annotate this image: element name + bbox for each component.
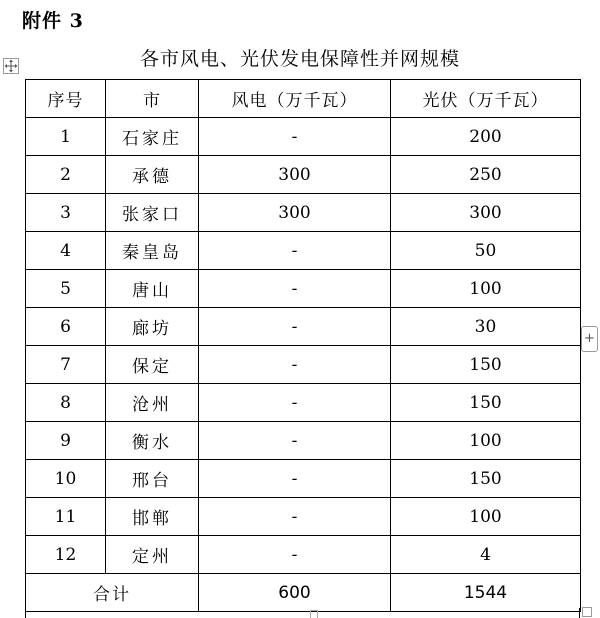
attachment-label: 附件 3 (22, 10, 84, 32)
row-index: 3 (26, 194, 106, 232)
table-row (26, 498, 581, 536)
total-solar: 1544 (391, 574, 581, 612)
table-row (26, 232, 581, 270)
row-wind: - (199, 384, 391, 422)
row-index: 5 (26, 270, 106, 308)
table-row (26, 346, 581, 384)
row-city: 邢台 (106, 460, 199, 498)
row-wind: 300 (199, 194, 391, 232)
row-solar: 150 (391, 384, 581, 422)
row-wind: - (199, 536, 391, 574)
table-row (26, 536, 581, 574)
row-solar: 30 (391, 308, 581, 346)
row-solar: 50 (391, 232, 581, 270)
row-index: 7 (26, 346, 106, 384)
table-resize-handle-icon[interactable] (582, 607, 592, 617)
total-label: 合计 (26, 574, 199, 612)
row-solar: 250 (391, 156, 581, 194)
row-wind: - (199, 422, 391, 460)
add-row-button[interactable]: + (581, 326, 598, 352)
column-marker-icon (310, 610, 318, 618)
total-row (26, 574, 581, 612)
row-index: 9 (26, 422, 106, 460)
row-city: 唐山 (106, 270, 199, 308)
header-row (26, 80, 581, 118)
row-index: 2 (26, 156, 106, 194)
row-wind: - (199, 460, 391, 498)
row-wind: - (199, 232, 391, 270)
row-city: 邯郸 (106, 498, 199, 536)
row-city: 衡水 (106, 422, 199, 460)
grid-connection-table (25, 79, 581, 612)
header-index: 序号 (26, 80, 106, 118)
table-title: 各市风电、光伏发电保障性并网规模 (139, 48, 460, 70)
header-city: 市 (106, 80, 199, 118)
row-index: 6 (26, 308, 106, 346)
row-city: 保定 (106, 346, 199, 384)
row-index: 11 (26, 498, 106, 536)
row-index: 1 (26, 118, 106, 156)
row-solar: 100 (391, 422, 581, 460)
row-city: 廊坊 (106, 308, 199, 346)
table-row (26, 308, 581, 346)
row-city: 承德 (106, 156, 199, 194)
row-solar: 300 (391, 194, 581, 232)
table-row (26, 460, 581, 498)
row-wind: 300 (199, 156, 391, 194)
table-row (26, 422, 581, 460)
row-wind: - (199, 498, 391, 536)
row-city: 石家庄 (106, 118, 199, 156)
table-row (26, 270, 581, 308)
next-table-edge (25, 608, 580, 618)
header-wind: 风电（万千瓦） (199, 80, 391, 118)
row-solar: 200 (391, 118, 581, 156)
table-row (26, 384, 581, 422)
table-row (26, 156, 581, 194)
row-city: 秦皇岛 (106, 232, 199, 270)
row-solar: 100 (391, 270, 581, 308)
row-index: 12 (26, 536, 106, 574)
header-solar: 光伏（万千瓦） (391, 80, 581, 118)
row-solar: 150 (391, 460, 581, 498)
row-city: 定州 (106, 536, 199, 574)
total-wind: 600 (199, 574, 391, 612)
row-index: 4 (26, 232, 106, 270)
row-solar: 100 (391, 498, 581, 536)
row-solar: 150 (391, 346, 581, 384)
row-wind: - (199, 308, 391, 346)
row-wind: - (199, 118, 391, 156)
table-row (26, 194, 581, 232)
row-wind: - (199, 270, 391, 308)
row-city: 沧州 (106, 384, 199, 422)
row-index: 10 (26, 460, 106, 498)
row-wind: - (199, 346, 391, 384)
table-row (26, 118, 581, 156)
row-city: 张家口 (106, 194, 199, 232)
row-index: 8 (26, 384, 106, 422)
row-solar: 4 (391, 536, 581, 574)
